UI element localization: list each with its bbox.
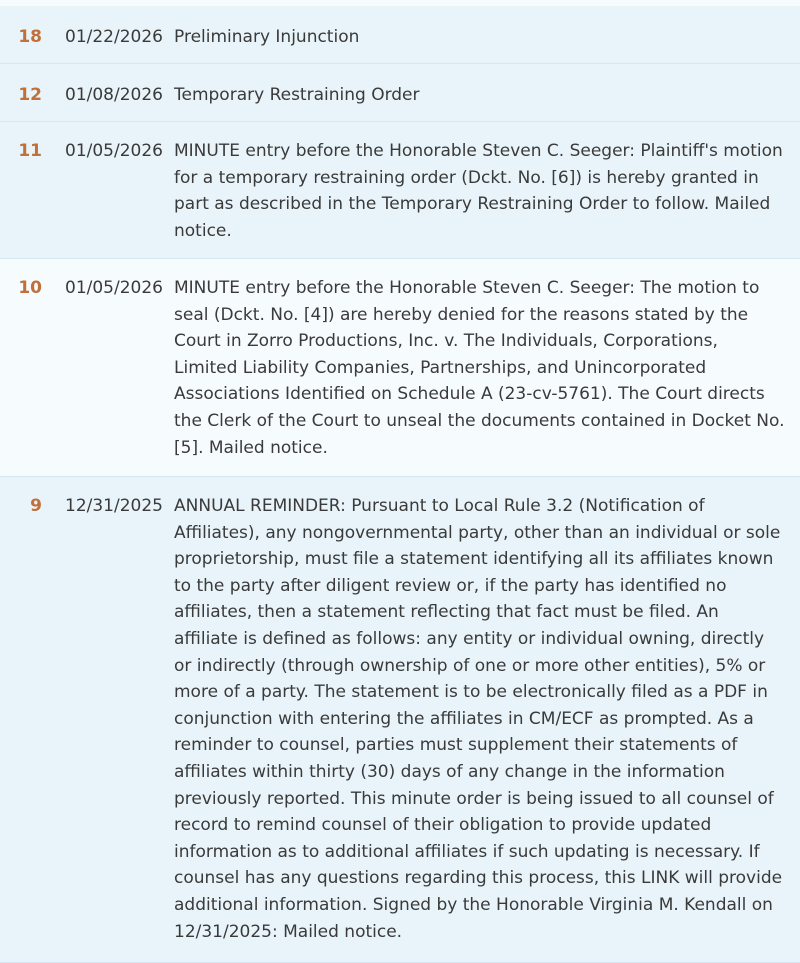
docket-row bbox=[0, 259, 800, 477]
docket-entry-date: 01/05/2026 bbox=[65, 141, 163, 161]
docket-entry-number: 9 bbox=[30, 496, 42, 516]
docket-entry-number: 10 bbox=[18, 278, 42, 298]
docket-entry-date: 01/08/2026 bbox=[65, 85, 163, 105]
docket-row bbox=[0, 6, 800, 64]
docket-entry-text: MINUTE entry before the Honorable Steven C. Seeger: The motion to seal (Dckt. No. [4]) are hereby denied for the reasons stated by the Court in Zorro Productions, Inc. v. The Individuals, Corporations, Limited Liability Companies, Partnerships, and Unincorporated Associations Identified on Schedule A (23-cv-5761). The Court directs the Clerk of the Court to unseal the documents contained in Docket No. [5]. Mailed notice. bbox=[174, 278, 785, 458]
docket-entry-text: Preliminary Injunction bbox=[174, 27, 360, 47]
docket-entry-date: 01/22/2026 bbox=[65, 27, 163, 47]
docket-entry-date: 12/31/2025 bbox=[65, 496, 163, 516]
docket-entry-number: 11 bbox=[18, 141, 42, 161]
docket-entry-number: 12 bbox=[18, 85, 42, 105]
docket-row bbox=[0, 477, 800, 963]
docket-row bbox=[0, 122, 800, 259]
docket-entry-number: 18 bbox=[18, 27, 42, 47]
docket-row bbox=[0, 64, 800, 122]
docket-entry-date: 01/05/2026 bbox=[65, 278, 163, 298]
docket-entry-text: ANNUAL REMINDER: Pursuant to Local Rule 3.2 (Notification of Affiliates), any nongovernmental party, other than an individual or sole proprietorship, must file a statement identifying all its affiliates known to the party after diligent review or, if the party has identified no affiliates, then a statement reflecting that fact must be filed. An affiliate is defined as follows: any entity or individual owning, directly or indirectly (through ownership of one or more other entities), 5% or more of a party. The statement is to be electronically filed as a PDF in conjunction with entering the affiliates in CM/ECF as prompted. As a reminder to counsel, parties must supplement their statements of affiliates within thirty (30) days of any change in the information previously reported. This minute order is being issued to all counsel of record to remind counsel of their obligation to provide updated information as to additional affiliates if such updating is necessary. If counsel has any questions regarding this process, this LINK will provide additional information. Signed by the Honorable Virginia M. Kendall on 12/31/2025: Mailed notice. bbox=[174, 496, 783, 942]
docket-entry-text: Temporary Restraining Order bbox=[174, 85, 420, 105]
docket-table bbox=[0, 6, 800, 963]
docket-entry-text: MINUTE entry before the Honorable Steven C. Seeger: Plaintiff's motion for a temporary restraining order (Dckt. No. [6]) is hereby granted in part as described in the Temporary Restraining Order to follow. Mailed notice. bbox=[174, 141, 783, 241]
